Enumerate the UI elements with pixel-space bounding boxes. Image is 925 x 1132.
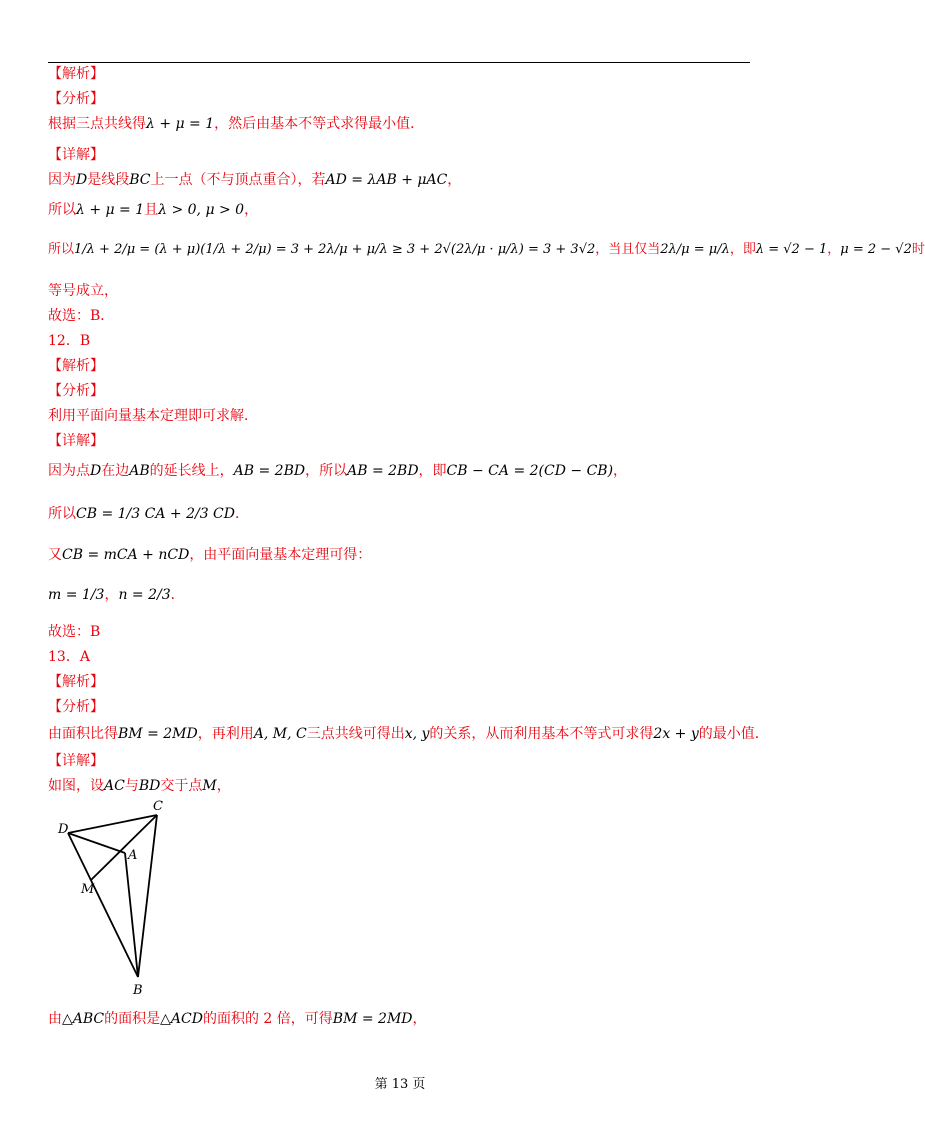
q11-detail-line-4: 等号成立， bbox=[48, 283, 118, 299]
q13-jiexi-heading: 【解析】 bbox=[48, 674, 104, 690]
q12-answer: 故选：B bbox=[48, 624, 101, 640]
q13-xiangjie-heading: 【详解】 bbox=[48, 753, 104, 769]
geometry-figure bbox=[40, 795, 200, 1000]
q13-analysis: 由面积比得BM = 2MD，再利用A, M, C三点共线可得出x, y的关系，从而利用基本不等式可求得2x + y的最小值． bbox=[48, 726, 769, 742]
q11-detail-line-2: 所以λ + μ = 1且λ > 0, μ > 0， bbox=[48, 202, 259, 218]
label-D: D bbox=[58, 822, 69, 837]
label-A: A bbox=[128, 848, 138, 863]
q11-analysis: 根据三点共线得λ + μ = 1，然后由基本不等式求得最小值． bbox=[48, 116, 425, 132]
segment-AB bbox=[125, 853, 138, 977]
q12-xiangjie-heading: 【详解】 bbox=[48, 433, 104, 449]
q12-detail-line-3: 又CB = mCA + nCD，由平面向量基本定理可得： bbox=[48, 547, 372, 563]
segment-CB bbox=[138, 815, 157, 977]
label-M: M bbox=[81, 882, 95, 897]
segment-CM bbox=[91, 815, 157, 880]
label-B: B bbox=[133, 983, 143, 998]
q12-detail-line-2: 所以CB = 1/3 CA + 2/3 CD． bbox=[48, 506, 249, 522]
q11-jiexi-heading: 【解析】 bbox=[48, 66, 104, 82]
label-C: C bbox=[153, 799, 163, 814]
q11-detail-line-1: 因为D是线段BC上一点（不与顶点重合），若AD = λAB + μAC， bbox=[48, 172, 462, 188]
q12-jiexi-heading: 【解析】 bbox=[48, 358, 104, 374]
q12-analysis: 利用平面向量基本定理即可求解． bbox=[48, 408, 258, 424]
q13-fenxi-heading: 【分析】 bbox=[48, 699, 104, 715]
segment-DC bbox=[68, 815, 157, 833]
header-rule bbox=[48, 62, 750, 63]
q12-detail-line-1: 因为点D在边AB的延长线上，AB = 2BD，所以AB = 2BD，即CB − CA = 2(CD − CB)， bbox=[48, 463, 628, 479]
q12-fenxi-heading: 【分析】 bbox=[48, 383, 104, 399]
q11-fenxi-heading: 【分析】 bbox=[48, 91, 104, 107]
page-number: 第 13 页 bbox=[374, 1077, 426, 1092]
q11-detail-line-3: 所以1/λ + 2/μ = (λ + μ)(1/λ + 2/μ) = 3 + 2λ/μ + μ/λ ≥ 3 + 2√(2λ/μ · μ/λ) = 3 + 3√2，当且仅当2λ/μ = μ/λ，即λ = √2 − 1，μ = 2 − √2时 bbox=[48, 242, 925, 257]
q11-answer: 故选：B． bbox=[48, 308, 115, 324]
q11-xiangjie-heading: 【详解】 bbox=[48, 147, 104, 163]
q13-heading: 13．A bbox=[48, 649, 90, 665]
q12-heading: 12．B bbox=[48, 333, 91, 349]
q12-detail-line-4: m = 1/3，n = 2/3． bbox=[48, 587, 185, 603]
q13-detail-line-1: 如图，设AC与BD交于点M， bbox=[48, 778, 231, 794]
q13-detail-line-2: 由△ABC的面积是△ACD的面积的 2 倍，可得BM = 2MD， bbox=[48, 1011, 427, 1027]
